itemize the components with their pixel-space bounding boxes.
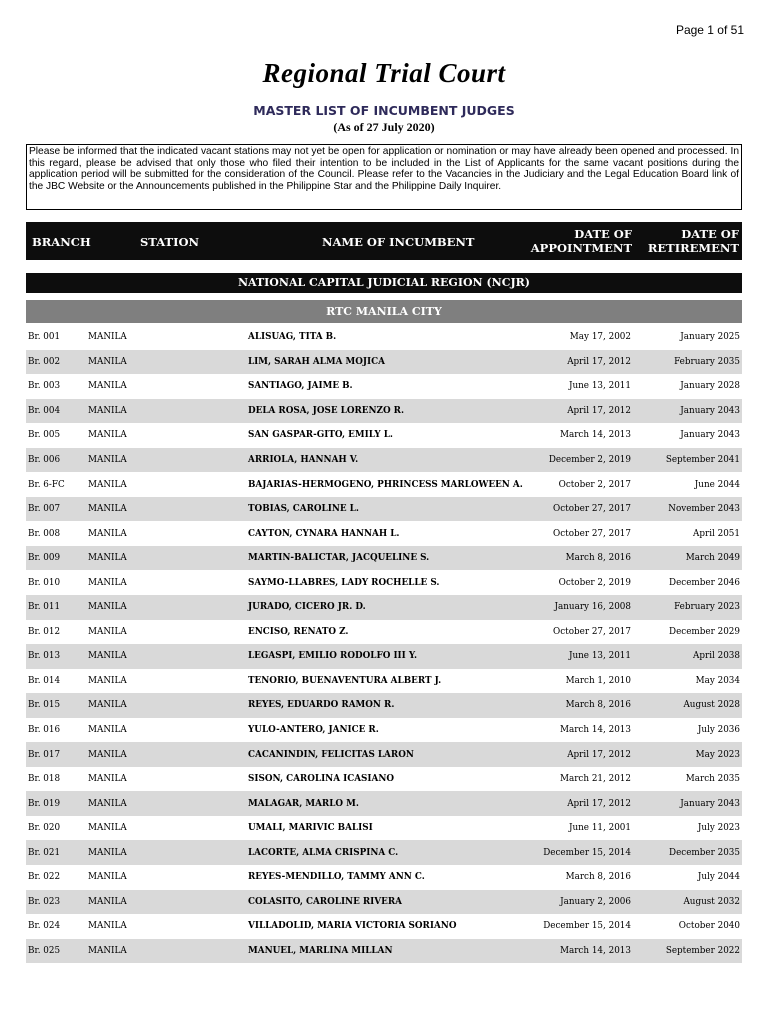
header-station: STATION [140, 235, 199, 249]
cell-retirement: March 2049 [685, 553, 740, 564]
cell-station: MANILA [88, 675, 127, 686]
cell-branch: Br. 021 [28, 847, 61, 858]
cell-station: MANILA [88, 528, 127, 539]
cell-appointment: June 11, 2001 [568, 823, 631, 834]
header-name: NAME OF INCUMBENT [322, 235, 475, 249]
cell-retirement: July 2044 [697, 872, 740, 883]
table-row [26, 521, 742, 546]
table-row [26, 816, 742, 841]
table-row [26, 570, 742, 595]
cell-name: MALAGAR, MARLO M. [248, 798, 359, 809]
cell-appointment: October 27, 2017 [553, 528, 631, 539]
cell-appointment: March 8, 2016 [565, 553, 631, 564]
cell-name: ARRIOLA, HANNAH V. [248, 455, 359, 465]
table-row [26, 620, 742, 645]
cell-retirement: January 2028 [680, 381, 740, 392]
cell-retirement: January 2043 [680, 430, 740, 441]
table-row [26, 693, 742, 718]
cell-name: REYES-MENDILLO, TAMMY ANN C. [248, 872, 425, 883]
table-row [26, 718, 742, 743]
table-row [26, 350, 742, 375]
cell-name: COLASITO, CAROLINE RIVERA [248, 896, 402, 907]
cell-station: MANILA [88, 774, 127, 785]
cell-station: MANILA [88, 405, 127, 416]
header-appointment-line1: DATE OF [574, 227, 632, 241]
table-row [26, 325, 742, 350]
cell-branch: Br. 010 [28, 577, 61, 588]
cell-name: SAN GASPAR-GITO, EMILY L. [248, 430, 393, 441]
table-row [26, 497, 742, 522]
cell-station: MANILA [88, 553, 127, 564]
cell-branch: Br. 015 [28, 700, 61, 711]
cell-appointment: October 27, 2017 [553, 626, 631, 637]
cell-name: CAYTON, CYNARA HANNAH L. [248, 528, 400, 539]
cell-branch: Br. 009 [28, 553, 61, 564]
cell-appointment: March 14, 2013 [559, 725, 631, 736]
cell-retirement: January 2043 [680, 405, 740, 416]
cell-retirement: September 2022 [665, 945, 740, 956]
cell-name: CACANINDIN, FELICITAS LARON [248, 749, 414, 760]
table-row [26, 374, 742, 399]
table-row [26, 914, 742, 939]
cell-retirement: May 2034 [695, 675, 740, 686]
cell-station: MANILA [88, 725, 127, 736]
header-appointment [531, 227, 632, 255]
cell-name: SISON, CAROLINA ICASIANO [248, 774, 395, 785]
cell-branch: Br. 002 [28, 356, 61, 367]
table-row [26, 840, 742, 865]
cell-name: ALISUAG, TITA B. [248, 332, 337, 343]
cell-retirement: January 2043 [680, 798, 740, 809]
cell-name: ENCISO, RENATO Z. [248, 626, 349, 637]
cell-appointment: October 27, 2017 [553, 504, 631, 515]
cell-name: TENORIO, BUENAVENTURA ALBERT J. [248, 675, 442, 686]
header-retirement [648, 227, 739, 255]
table-row [26, 399, 742, 424]
cell-station: MANILA [88, 921, 127, 932]
table-row [26, 423, 742, 448]
table-row [26, 865, 742, 890]
cell-station: MANILA [88, 651, 127, 662]
cell-appointment: March 1, 2010 [565, 675, 631, 686]
header-appointment-line2: APPOINTMENT [530, 241, 632, 255]
cell-station: MANILA [88, 479, 127, 490]
cell-name: SANTIAGO, JAIME B. [248, 381, 353, 392]
cell-station: MANILA [88, 455, 127, 465]
cell-appointment: May 17, 2002 [569, 332, 631, 343]
table-row [26, 595, 742, 620]
table-row [26, 472, 742, 497]
document-title: Regional Trial Court [262, 58, 506, 88]
cell-appointment: March 14, 2013 [559, 430, 631, 441]
cell-retirement: January 2025 [680, 332, 740, 343]
cell-name: LACORTE, ALMA CRISPINA C. [248, 847, 399, 858]
cell-branch: Br. 001 [28, 332, 61, 343]
cell-retirement: February 2035 [674, 356, 740, 367]
cell-branch: Br. 6-FC [28, 479, 65, 490]
cell-station: MANILA [88, 749, 127, 760]
cell-branch: Br. 017 [28, 749, 61, 760]
cell-retirement: August 2028 [683, 700, 740, 711]
cell-branch: Br. 016 [28, 725, 61, 736]
cell-retirement: October 2040 [678, 921, 740, 932]
cell-appointment: January 16, 2008 [554, 602, 631, 613]
cell-retirement: March 2035 [685, 774, 740, 785]
city-heading: RTC MANILA CITY [26, 300, 742, 323]
cell-station: MANILA [88, 872, 127, 883]
cell-station: MANILA [88, 700, 127, 711]
cell-branch: Br. 023 [28, 896, 61, 907]
cell-branch: Br. 007 [28, 504, 61, 515]
cell-retirement: February 2023 [674, 602, 740, 613]
cell-retirement: July 2023 [697, 823, 740, 834]
cell-name: VILLADOLID, MARIA VICTORIA SORIANO [248, 921, 457, 932]
cell-station: MANILA [88, 356, 127, 367]
cell-retirement: April 2051 [693, 528, 740, 539]
table-row [26, 890, 742, 915]
cell-station: MANILA [88, 577, 127, 588]
table-row [26, 644, 742, 669]
cell-station: MANILA [88, 823, 127, 834]
cell-appointment: April 17, 2012 [567, 356, 631, 367]
cell-branch: Br. 018 [28, 774, 61, 785]
cell-branch: Br. 005 [28, 430, 61, 441]
cell-name: DELA ROSA, JOSE LORENZO R. [248, 405, 405, 416]
cell-branch: Br. 006 [28, 455, 61, 465]
document-subtitle: MASTER LIST OF INCUMBENT JUDGES [253, 103, 515, 118]
cell-branch: Br. 020 [28, 823, 61, 834]
cell-station: MANILA [88, 602, 127, 613]
region-heading: NATIONAL CAPITAL JUDICIAL REGION (NCJR) [26, 273, 742, 293]
cell-branch: Br. 012 [28, 626, 61, 637]
cell-retirement: April 2038 [693, 651, 740, 662]
header-retirement-line2: RETIREMENT [647, 241, 739, 255]
table-row [26, 767, 742, 792]
page-number: Page 1 of 51 [675, 23, 744, 37]
cell-branch: Br. 011 [28, 602, 61, 613]
cell-station: MANILA [88, 798, 127, 809]
cell-name: LIM, SARAH ALMA MOJICA [248, 356, 385, 367]
cell-name: LEGASPI, EMILIO RODOLFO III Y. [248, 651, 418, 662]
cell-appointment: October 2, 2019 [558, 577, 631, 588]
cell-name: UMALI, MARIVIC BALISI [248, 823, 373, 834]
table-header [26, 222, 742, 260]
header-retirement-line1: DATE OF [681, 227, 739, 241]
cell-appointment: June 13, 2011 [568, 651, 631, 662]
cell-name: SAYMO-LLABRES, LADY ROCHELLE S. [248, 577, 440, 588]
cell-appointment: April 17, 2012 [567, 798, 631, 809]
cell-appointment: December 15, 2014 [543, 847, 631, 858]
cell-appointment: March 8, 2016 [565, 872, 631, 883]
cell-branch: Br. 008 [28, 528, 61, 539]
cell-retirement: June 2044 [694, 479, 740, 490]
cell-retirement: July 2036 [697, 725, 740, 736]
as-of-date: (As of 27 July 2020) [333, 120, 435, 134]
cell-appointment: October 2, 2017 [558, 479, 631, 490]
cell-station: MANILA [88, 945, 127, 956]
cell-station: MANILA [88, 381, 127, 392]
cell-appointment: December 15, 2014 [543, 921, 631, 932]
cell-station: MANILA [88, 847, 127, 858]
cell-branch: Br. 003 [28, 381, 61, 392]
cell-appointment: January 2, 2006 [560, 896, 631, 907]
cell-station: MANILA [88, 504, 127, 515]
cell-station: MANILA [88, 896, 127, 907]
cell-branch: Br. 013 [28, 651, 61, 662]
cell-name: TOBIAS, CAROLINE L. [248, 504, 359, 515]
cell-retirement: May 2023 [695, 749, 740, 760]
cell-retirement: December 2035 [669, 847, 740, 858]
cell-branch: Br. 019 [28, 798, 61, 809]
table-row [26, 791, 742, 816]
cell-name: YULO-ANTERO, JANICE R. [248, 725, 379, 736]
judges-table-body [26, 325, 742, 963]
cell-appointment: March 8, 2016 [565, 700, 631, 711]
table-row [26, 546, 742, 571]
cell-name: JURADO, CICERO JR. D. [248, 602, 366, 613]
table-row [26, 939, 742, 964]
cell-name: REYES, EDUARDO RAMON R. [248, 700, 395, 711]
cell-retirement: August 2032 [683, 896, 740, 907]
cell-branch: Br. 004 [28, 405, 61, 416]
notice-box: Please be informed that the indicated vacant stations may not yet be open for application or nomination or may have already been opened and processed. In this regard, please be advised that only those who filed their intention to be included in the List of Applicants for the same vacant positions during the application period will be submitted for the consideration of the Council. Please refer to the Vacancies in the Judiciary and the Legal Education Board link of the JBC Website or the Announcements published in the Philippine Star and the Philippine Daily Inquirer. [26, 144, 742, 210]
cell-retirement: November 2043 [668, 504, 740, 515]
cell-appointment: June 13, 2011 [568, 381, 631, 392]
cell-branch: Br. 025 [28, 945, 61, 956]
cell-retirement: December 2046 [669, 577, 740, 588]
cell-retirement: September 2041 [665, 455, 740, 465]
cell-station: MANILA [88, 332, 127, 343]
cell-retirement: December 2029 [669, 626, 740, 637]
cell-name: MANUEL, MARLINA MILLAN [248, 945, 393, 956]
table-row [26, 669, 742, 694]
cell-name: MARTIN-BALICTAR, JACQUELINE S. [248, 553, 430, 564]
table-row [26, 448, 742, 473]
cell-appointment: March 21, 2012 [559, 774, 631, 785]
cell-appointment: April 17, 2012 [567, 405, 631, 416]
cell-appointment: December 2, 2019 [548, 455, 631, 465]
cell-appointment: April 17, 2012 [567, 749, 631, 760]
cell-station: MANILA [88, 430, 127, 441]
cell-appointment: March 14, 2013 [559, 945, 631, 956]
cell-branch: Br. 022 [28, 872, 61, 883]
cell-name: BAJARIAS-HERMOGENO, PHRINCESS MARLOWEEN A. [248, 479, 523, 490]
cell-station: MANILA [88, 626, 127, 637]
table-row [26, 742, 742, 767]
cell-branch: Br. 024 [28, 921, 61, 932]
header-branch: BRANCH [32, 235, 91, 249]
cell-branch: Br. 014 [28, 675, 61, 686]
